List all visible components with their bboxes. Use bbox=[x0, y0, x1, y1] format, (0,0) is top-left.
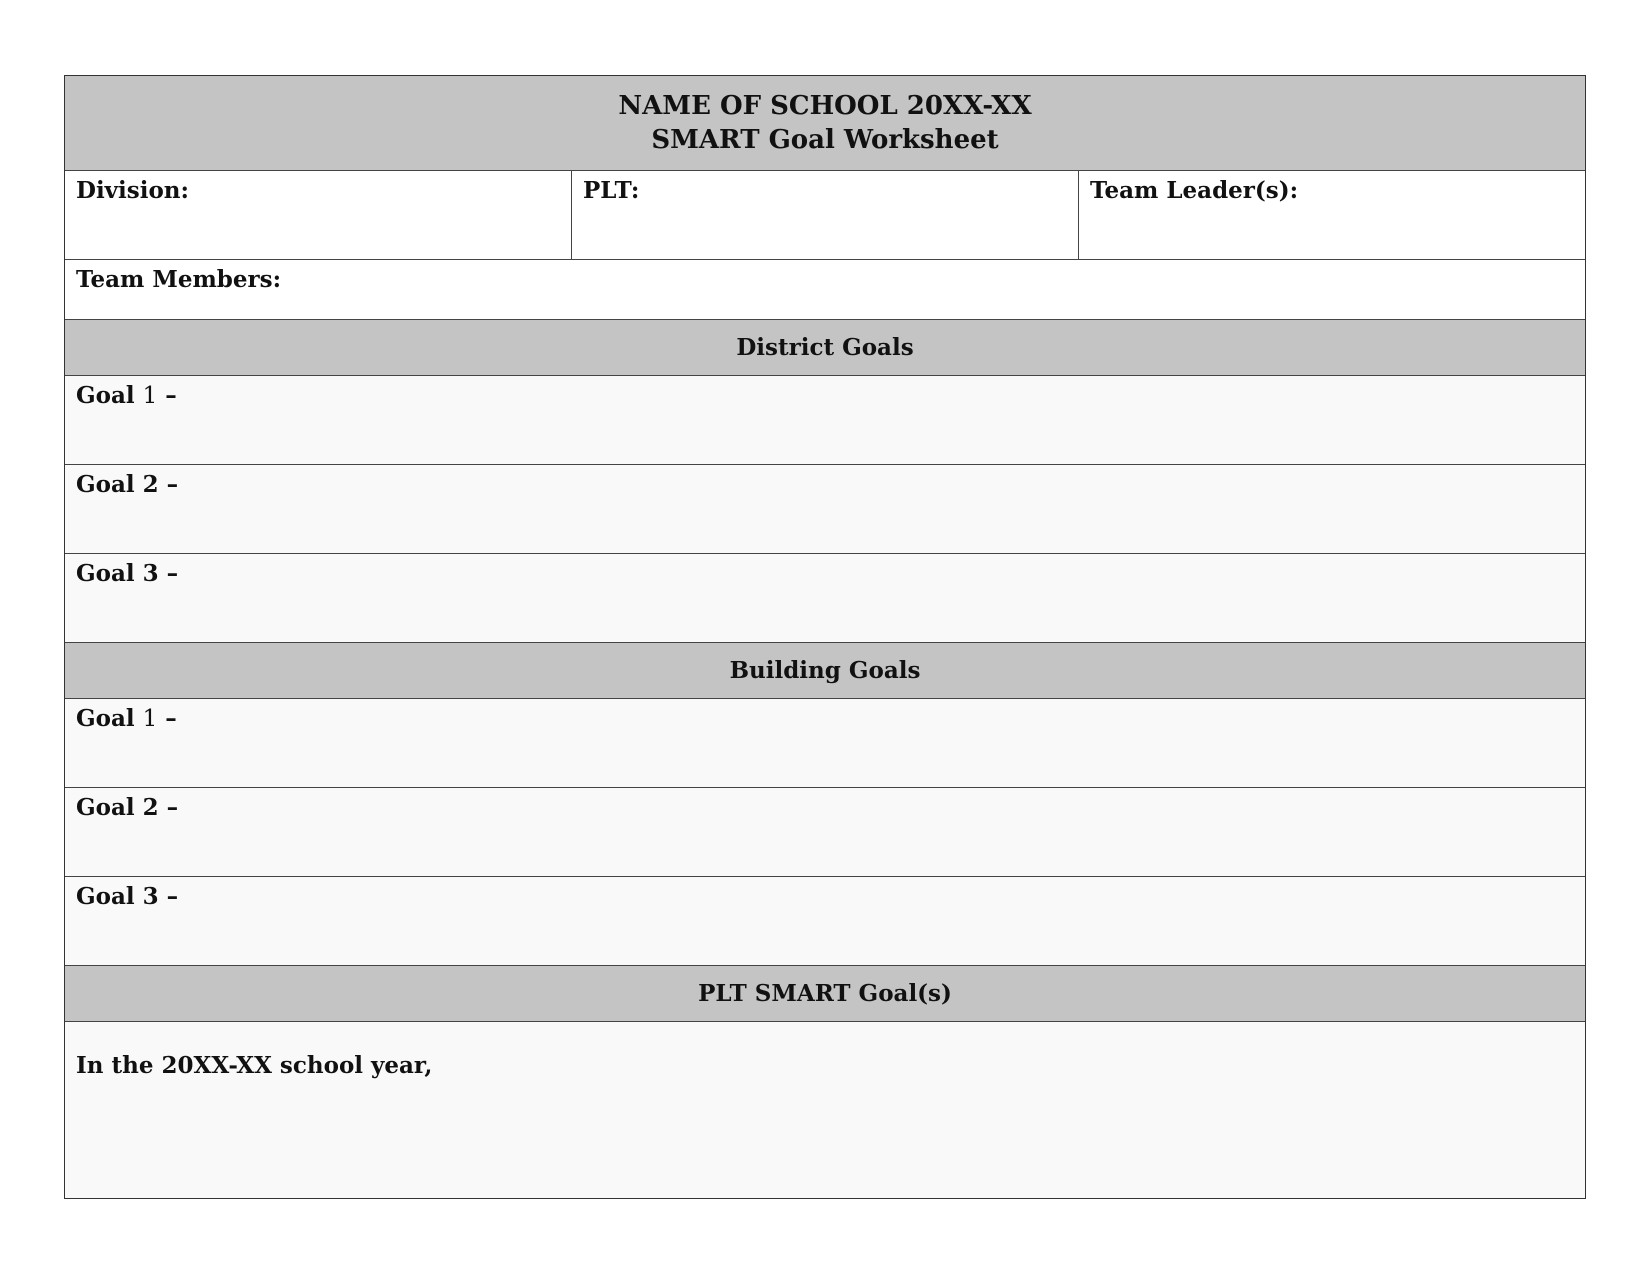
building-goal-2-row bbox=[65, 788, 1585, 877]
info-row bbox=[65, 171, 1585, 260]
goal-number: 1 bbox=[142, 706, 158, 732]
goal-number: 1 bbox=[142, 383, 158, 409]
team-leader-field[interactable] bbox=[1078, 171, 1585, 259]
plt-field[interactable] bbox=[571, 171, 1078, 259]
goal-label: Goal bbox=[76, 382, 135, 409]
worksheet-title: SMART Goal Worksheet bbox=[651, 125, 999, 155]
goal-dash: – bbox=[165, 705, 177, 732]
goal-number: 3 bbox=[142, 883, 159, 910]
district-goal-3-row bbox=[65, 554, 1585, 643]
goal-dash: – bbox=[166, 883, 179, 910]
goal-number: 3 bbox=[142, 560, 159, 587]
plt-smart-goal-statement-row bbox=[65, 1022, 1585, 1198]
district-goal-1-field[interactable] bbox=[65, 376, 1585, 464]
building-goals-header bbox=[65, 643, 1585, 699]
district-goals-header bbox=[65, 320, 1585, 376]
goal-label: Goal bbox=[76, 883, 135, 910]
building-goal-1-row bbox=[65, 699, 1585, 788]
team-members-row bbox=[65, 260, 1585, 320]
smart-goal-worksheet bbox=[64, 75, 1586, 1199]
goal-number: 2 bbox=[142, 471, 159, 498]
plt-smart-goals-header bbox=[65, 966, 1585, 1022]
goal-label: Goal bbox=[76, 560, 135, 587]
plt-smart-goal-statement-field[interactable] bbox=[65, 1022, 1585, 1198]
building-goal-3-row bbox=[65, 877, 1585, 966]
district-goal-2-field[interactable] bbox=[65, 465, 1585, 553]
goal-label: Goal bbox=[76, 794, 135, 821]
goal-dash: – bbox=[166, 560, 179, 587]
district-goal-1-row bbox=[65, 376, 1585, 465]
smart-goal-statement-text: In the 20XX-XX school year, bbox=[76, 1052, 433, 1079]
goal-dash: – bbox=[166, 794, 179, 821]
team-members-label: Team Members: bbox=[76, 266, 282, 293]
division-field[interactable] bbox=[65, 171, 571, 259]
school-title: NAME OF SCHOOL 20XX-XX bbox=[618, 91, 1032, 121]
building-goal-3-field[interactable] bbox=[65, 877, 1585, 965]
plt-label: PLT: bbox=[583, 177, 640, 204]
district-goal-2-row bbox=[65, 465, 1585, 554]
goal-number: 2 bbox=[142, 794, 159, 821]
team-members-field[interactable] bbox=[65, 260, 1585, 319]
building-goals-title: Building Goals bbox=[729, 657, 921, 684]
district-goals-title: District Goals bbox=[736, 334, 914, 361]
goal-dash: – bbox=[166, 471, 179, 498]
building-goal-2-field[interactable] bbox=[65, 788, 1585, 876]
district-goal-3-field[interactable] bbox=[65, 554, 1585, 642]
goal-label: Goal bbox=[76, 705, 135, 732]
division-label: Division: bbox=[76, 177, 190, 204]
team-leader-label: Team Leader(s): bbox=[1090, 177, 1299, 204]
building-goal-1-field[interactable] bbox=[65, 699, 1585, 787]
goal-label: Goal bbox=[76, 471, 135, 498]
worksheet-header bbox=[65, 76, 1585, 171]
plt-smart-goals-title: PLT SMART Goal(s) bbox=[698, 980, 952, 1007]
goal-dash: – bbox=[165, 382, 177, 409]
